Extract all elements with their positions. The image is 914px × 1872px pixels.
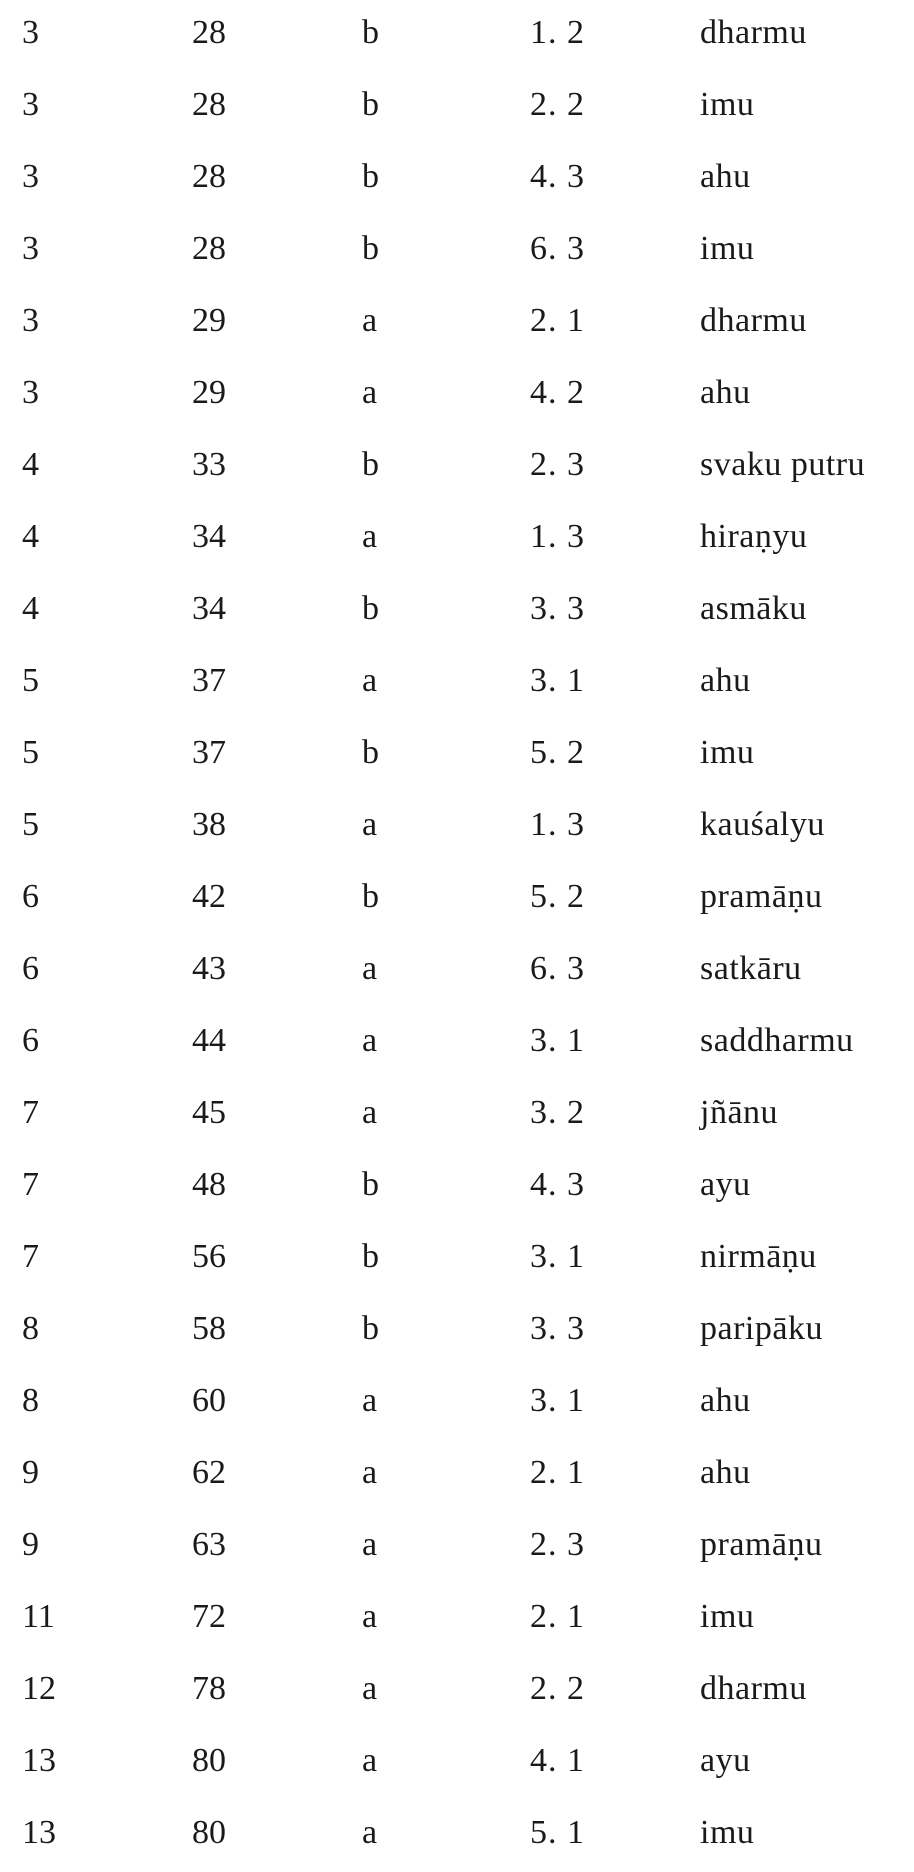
col-4-cell: 6. 3 <box>530 950 585 987</box>
col-1-cell: 8 <box>22 1382 39 1419</box>
col-5-cell: saddharmu <box>700 1022 854 1059</box>
table-row <box>0 1728 914 1800</box>
col-3-cell: a <box>362 1526 378 1563</box>
col-5-cell: satkāru <box>700 950 802 987</box>
col-2-cell: 29 <box>192 374 226 411</box>
col-1-cell: 6 <box>22 878 39 915</box>
table-row <box>0 216 914 288</box>
col-1-cell: 5 <box>22 806 39 843</box>
col-1-cell: 5 <box>22 662 39 699</box>
col-5-cell: nirmāṇu <box>700 1238 817 1275</box>
col-5-cell: pramāṇu <box>700 1526 823 1563</box>
col-4-cell: 2. 1 <box>530 302 585 339</box>
col-2-cell: 33 <box>192 446 226 483</box>
col-4-cell: 1. 3 <box>530 806 585 843</box>
col-4-cell: 5. 2 <box>530 878 585 915</box>
col-2-cell: 45 <box>192 1094 226 1131</box>
table-row <box>0 1296 914 1368</box>
col-3-cell: a <box>362 662 378 699</box>
col-5-cell: imu <box>700 1814 755 1851</box>
col-1-cell: 9 <box>22 1526 39 1563</box>
table-row <box>0 1440 914 1512</box>
col-2-cell: 38 <box>192 806 226 843</box>
col-4-cell: 3. 1 <box>530 1382 585 1419</box>
col-1-cell: 13 <box>22 1742 56 1779</box>
table-row <box>0 720 914 792</box>
col-3-cell: b <box>362 230 379 267</box>
col-5-cell: ahu <box>700 1454 751 1491</box>
col-1-cell: 12 <box>22 1670 56 1707</box>
col-2-cell: 34 <box>192 518 226 555</box>
col-1-cell: 3 <box>22 230 39 267</box>
col-1-cell: 5 <box>22 734 39 771</box>
col-3-cell: b <box>362 1310 379 1347</box>
col-5-cell: dharmu <box>700 1670 807 1707</box>
col-5-cell: asmāku <box>700 590 807 627</box>
col-1-cell: 7 <box>22 1094 39 1131</box>
col-1-cell: 4 <box>22 518 39 555</box>
table-row <box>0 1080 914 1152</box>
col-2-cell: 56 <box>192 1238 226 1275</box>
col-4-cell: 2. 1 <box>530 1454 585 1491</box>
col-3-cell: a <box>362 1022 378 1059</box>
col-3-cell: a <box>362 1742 378 1779</box>
col-1-cell: 6 <box>22 950 39 987</box>
col-2-cell: 78 <box>192 1670 226 1707</box>
col-2-cell: 43 <box>192 950 226 987</box>
table-row <box>0 1368 914 1440</box>
col-3-cell: a <box>362 806 378 843</box>
table-row <box>0 504 914 576</box>
col-5-cell: dharmu <box>700 302 807 339</box>
col-4-cell: 2. 3 <box>530 1526 585 1563</box>
col-5-cell: imu <box>700 230 755 267</box>
table-row <box>0 1008 914 1080</box>
col-4-cell: 6. 3 <box>530 230 585 267</box>
table-row <box>0 576 914 648</box>
table-row <box>0 144 914 216</box>
col-4-cell: 1. 2 <box>530 14 585 51</box>
col-5-cell: ahu <box>700 374 751 411</box>
col-2-cell: 62 <box>192 1454 226 1491</box>
col-1-cell: 9 <box>22 1454 39 1491</box>
col-2-cell: 28 <box>192 230 226 267</box>
col-1-cell: 4 <box>22 590 39 627</box>
col-4-cell: 5. 1 <box>530 1814 585 1851</box>
col-5-cell: ayu <box>700 1742 751 1779</box>
col-5-cell: pramāṇu <box>700 878 823 915</box>
table-row <box>0 1584 914 1656</box>
table-row <box>0 1152 914 1224</box>
col-1-cell: 3 <box>22 14 39 51</box>
table-row <box>0 288 914 360</box>
col-5-cell: svaku putru <box>700 446 866 483</box>
col-4-cell: 3. 1 <box>530 1022 585 1059</box>
col-5-cell: ayu <box>700 1166 751 1203</box>
col-3-cell: a <box>362 1670 378 1707</box>
col-1-cell: 13 <box>22 1814 56 1851</box>
col-4-cell: 1. 3 <box>530 518 585 555</box>
col-4-cell: 5. 2 <box>530 734 585 771</box>
col-5-cell: imu <box>700 86 755 123</box>
col-3-cell: b <box>362 446 379 483</box>
table-row <box>0 648 914 720</box>
col-2-cell: 63 <box>192 1526 226 1563</box>
col-4-cell: 3. 2 <box>530 1094 585 1131</box>
col-1-cell: 6 <box>22 1022 39 1059</box>
table-row <box>0 936 914 1008</box>
col-1-cell: 4 <box>22 446 39 483</box>
col-3-cell: a <box>362 1814 378 1851</box>
col-5-cell: dharmu <box>700 14 807 51</box>
col-1-cell: 3 <box>22 374 39 411</box>
col-4-cell: 3. 3 <box>530 1310 585 1347</box>
col-2-cell: 42 <box>192 878 226 915</box>
col-4-cell: 4. 2 <box>530 374 585 411</box>
table-row <box>0 72 914 144</box>
col-2-cell: 80 <box>192 1814 226 1851</box>
col-2-cell: 37 <box>192 662 226 699</box>
col-3-cell: a <box>362 1598 378 1635</box>
col-1-cell: 8 <box>22 1310 39 1347</box>
col-3-cell: b <box>362 1238 379 1275</box>
col-3-cell: b <box>362 86 379 123</box>
col-5-cell: hiraṇyu <box>700 518 808 555</box>
table-row <box>0 0 914 72</box>
col-3-cell: a <box>362 374 378 411</box>
col-5-cell: kauśalyu <box>700 806 825 843</box>
col-2-cell: 58 <box>192 1310 226 1347</box>
col-3-cell: a <box>362 302 378 339</box>
col-1-cell: 7 <box>22 1166 39 1203</box>
col-4-cell: 4. 1 <box>530 1742 585 1779</box>
table-row <box>0 1800 914 1872</box>
col-3-cell: b <box>362 734 379 771</box>
col-4-cell: 3. 1 <box>530 1238 585 1275</box>
col-4-cell: 2. 3 <box>530 446 585 483</box>
table-row <box>0 864 914 936</box>
col-2-cell: 60 <box>192 1382 226 1419</box>
col-2-cell: 80 <box>192 1742 226 1779</box>
col-1-cell: 3 <box>22 86 39 123</box>
col-3-cell: b <box>362 158 379 195</box>
table-row <box>0 1512 914 1584</box>
table-row <box>0 432 914 504</box>
col-4-cell: 3. 1 <box>530 662 585 699</box>
col-5-cell: ahu <box>700 1382 751 1419</box>
col-2-cell: 28 <box>192 86 226 123</box>
col-1-cell: 7 <box>22 1238 39 1275</box>
col-2-cell: 28 <box>192 14 226 51</box>
col-2-cell: 28 <box>192 158 226 195</box>
table-row <box>0 1224 914 1296</box>
col-4-cell: 3. 3 <box>530 590 585 627</box>
col-5-cell: ahu <box>700 158 751 195</box>
col-5-cell: imu <box>700 734 755 771</box>
col-3-cell: a <box>362 1454 378 1491</box>
col-1-cell: 3 <box>22 302 39 339</box>
col-5-cell: imu <box>700 1598 755 1635</box>
col-5-cell: ahu <box>700 662 751 699</box>
col-5-cell: paripāku <box>700 1310 823 1347</box>
col-3-cell: a <box>362 518 378 555</box>
col-4-cell: 2. 2 <box>530 86 585 123</box>
table-row <box>0 1656 914 1728</box>
col-1-cell: 3 <box>22 158 39 195</box>
col-2-cell: 48 <box>192 1166 226 1203</box>
table-row <box>0 792 914 864</box>
col-2-cell: 37 <box>192 734 226 771</box>
col-3-cell: a <box>362 950 378 987</box>
col-1-cell: 11 <box>22 1598 55 1635</box>
col-3-cell: b <box>362 590 379 627</box>
col-4-cell: 4. 3 <box>530 1166 585 1203</box>
col-2-cell: 29 <box>192 302 226 339</box>
table-row <box>0 360 914 432</box>
col-4-cell: 2. 2 <box>530 1670 585 1707</box>
col-3-cell: a <box>362 1382 378 1419</box>
col-4-cell: 4. 3 <box>530 158 585 195</box>
col-2-cell: 72 <box>192 1598 226 1635</box>
col-3-cell: b <box>362 1166 379 1203</box>
col-5-cell: jñānu <box>700 1094 779 1131</box>
col-3-cell: b <box>362 878 379 915</box>
col-2-cell: 44 <box>192 1022 226 1059</box>
col-3-cell: b <box>362 14 379 51</box>
col-4-cell: 2. 1 <box>530 1598 585 1635</box>
col-3-cell: a <box>362 1094 378 1131</box>
col-2-cell: 34 <box>192 590 226 627</box>
